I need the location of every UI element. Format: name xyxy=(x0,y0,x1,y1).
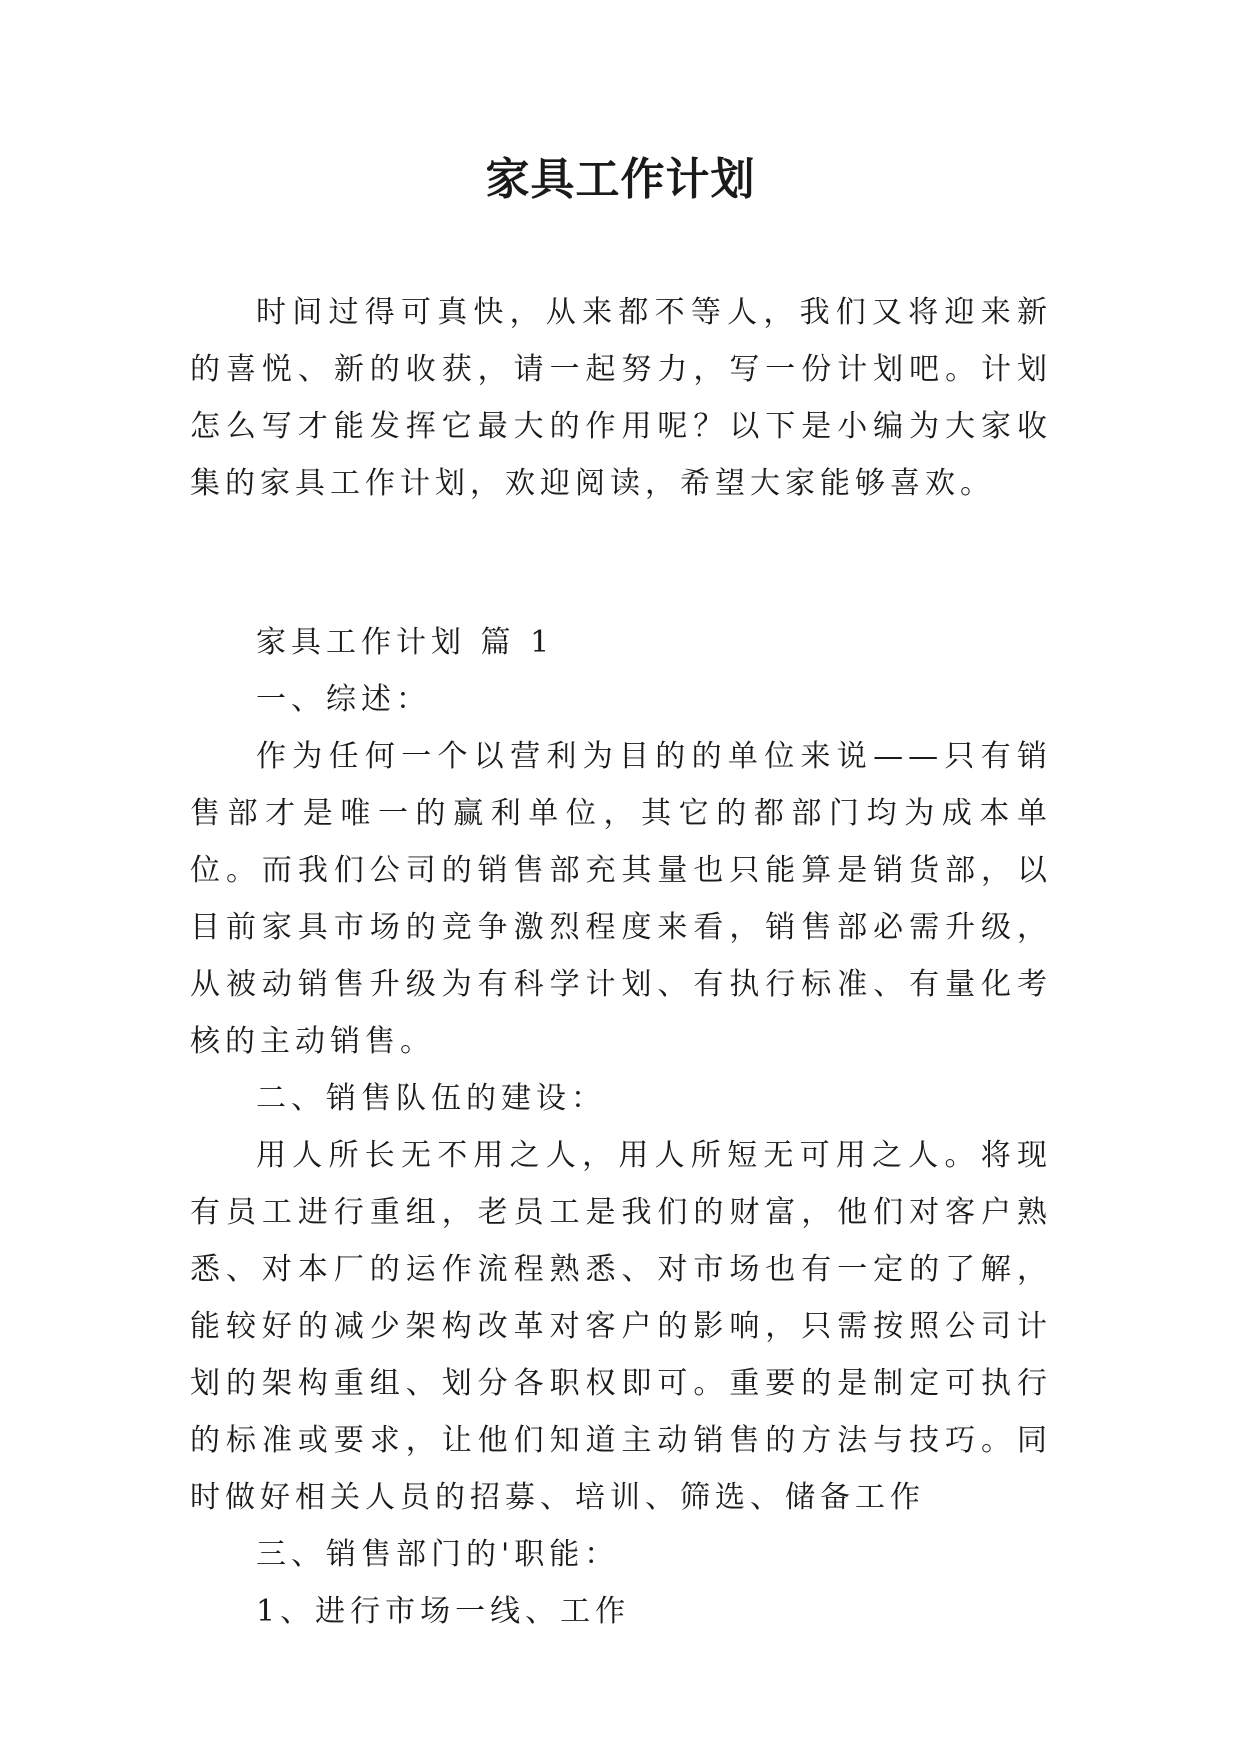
sales-team-paragraph: 用人所长无不用之人，用人所短无可用之人。将现有员工进行重组，老员工是我们的财富，他们对客户熟悉、对本厂的运作流程熟悉、对市场也有一定的了解，能较好的减少架构改革对客户的影响，只需按照公司计划的架构重组、划分各职权即可。重要的是制定可执行的标准或要求，让他们知道主动销售的方法与技巧。同时做好相关人员的招募、培训、筛选、储备工作 xyxy=(190,1138,1052,1515)
overview-paragraph: 作为任何一个以营利为目的的单位来说——只有销售部才是唯一的赢利单位，其它的都部门均为成本单位。而我们公司的销售部充其量也只能算是销货部，以目前家具市场的竞争激烈程度来看，销售部必需升级，从被动销售升级为有科学计划、有执行标准、有量化考核的主动销售。 xyxy=(190,739,1052,1059)
list-item: 1、进行市场一线、工作 xyxy=(256,1594,631,1629)
section-title: 家具工作计划 篇 1 xyxy=(256,625,555,660)
document-title: 家具工作计划 xyxy=(485,154,756,205)
document-body xyxy=(190,284,1052,1640)
heading-sales-team: 二、销售队伍的建设： xyxy=(256,1081,606,1116)
heading-overview: 一、综述： xyxy=(256,682,431,717)
heading-sales-functions: 三、销售部门的'职能： xyxy=(256,1537,620,1572)
section-spacer xyxy=(190,512,1052,614)
intro-paragraph: 时间过得可真快，从来都不等人，我们又将迎来新的喜悦、新的收获，请一起努力，写一份计划吧。计划怎么写才能发挥它最大的作用呢？以下是小编为大家收集的家具工作计划，欢迎阅读，希望大家能够喜欢。 xyxy=(190,295,1052,501)
